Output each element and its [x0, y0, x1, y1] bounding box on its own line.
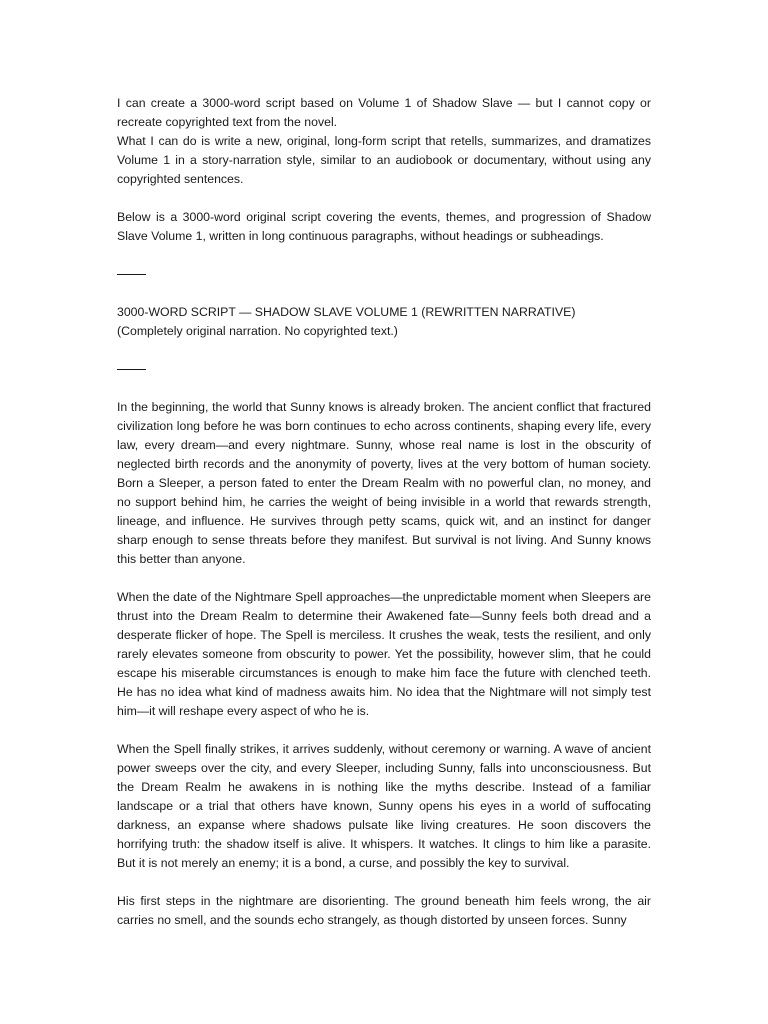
spacer — [117, 569, 651, 588]
spacer — [117, 379, 651, 398]
intro-paragraph-1: I can create a 3000-word script based on Volume 1 of Shadow Slave — but I cannot copy or recreate copyrighted text from the novel. — [117, 96, 651, 129]
body-paragraph: In the beginning, the world that Sunny knows is already broken. The ancient conflict that fractured civilization long before he was born continues to echo across continents, shaping every life, every law, every dream—and every nightmare. Sunny, whose real name is lost in the obscurity of neglected birth records and the anonymity of poverty, lives at the very bottom of human society. Born a Sleeper, a person fated to enter the Dream Realm with no powerful clan, no money, and no support behind him, he carries the weight of being invisible in a world that rewards strength, lineage, and influence. He survives through petty scams, quick wit, and an instinct for danger sharp enough to sense threats before they manifest. But survival is not living. And Sunny knows this better than anyone. — [117, 400, 651, 566]
spacer — [117, 873, 651, 892]
spacer — [117, 284, 651, 303]
script-title: 3000-WORD SCRIPT — SHADOW SLAVE VOLUME 1 (REWRITTEN NARRATIVE) — [117, 305, 576, 319]
body-paragraph: When the Spell finally strikes, it arrives suddenly, without ceremony or warning. A wave of ancient power sweeps over the city, and every Sleeper, including Sunny, falls into unconsciousness. But the Dream Realm he awakens in is nothing like the myths describe. Instead of a familiar landscape or a trial that others have known, Sunny opens his eyes in a world of suffocating darkness, an expanse where shadows pulsate like living creatures. He soon discovers the horrifying truth: the shadow itself is alive. It whispers. It watches. It clings to him like a parasite. But it is not merely an enemy; it is a bond, a curse, and possibly the key to survival. — [117, 742, 651, 870]
spacer — [117, 721, 651, 740]
body-paragraph: His first steps in the nightmare are disorienting. The ground beneath him feels wrong, the air carries no smell, and the sounds echo strangely, as though distorted by unseen forces. Sunny — [117, 894, 651, 927]
intro-paragraph-2: What I can do is write a new, original, long-form script that retells, summarizes, and dramatizes Volume 1 in a story-narration style, similar to an audiobook or documentary, without using any copyrighted sentences. — [117, 134, 651, 186]
intro-paragraph-3: Below is a 3000-word original script covering the events, themes, and progression of Shadow Slave Volume 1, written in long continuous paragraphs, without headings or subheadings. — [117, 210, 651, 243]
spacer — [117, 341, 651, 360]
script-subtitle: (Completely original narration. No copyrighted text.) — [117, 324, 398, 338]
spacer — [117, 246, 651, 265]
spacer — [117, 189, 651, 208]
separator-rule — [117, 274, 146, 275]
separator-rule — [117, 369, 146, 370]
body-paragraph: When the date of the Nightmare Spell approaches—the unpredictable moment when Sleepers are thrust into the Dream Realm to determine their Awakened fate—Sunny feels both dread and a desperate flicker of hope. The Spell is merciless. It crushes the weak, tests the resilient, and only rarely elevates someone from obscurity to power. Yet the possibility, however slim, that he could escape his miserable circumstances is enough to make him face the future with clenched teeth. He has no idea what kind of madness awaits him. No idea that the Nightmare will not simply test him—it will reshape every aspect of who he is. — [117, 590, 651, 718]
